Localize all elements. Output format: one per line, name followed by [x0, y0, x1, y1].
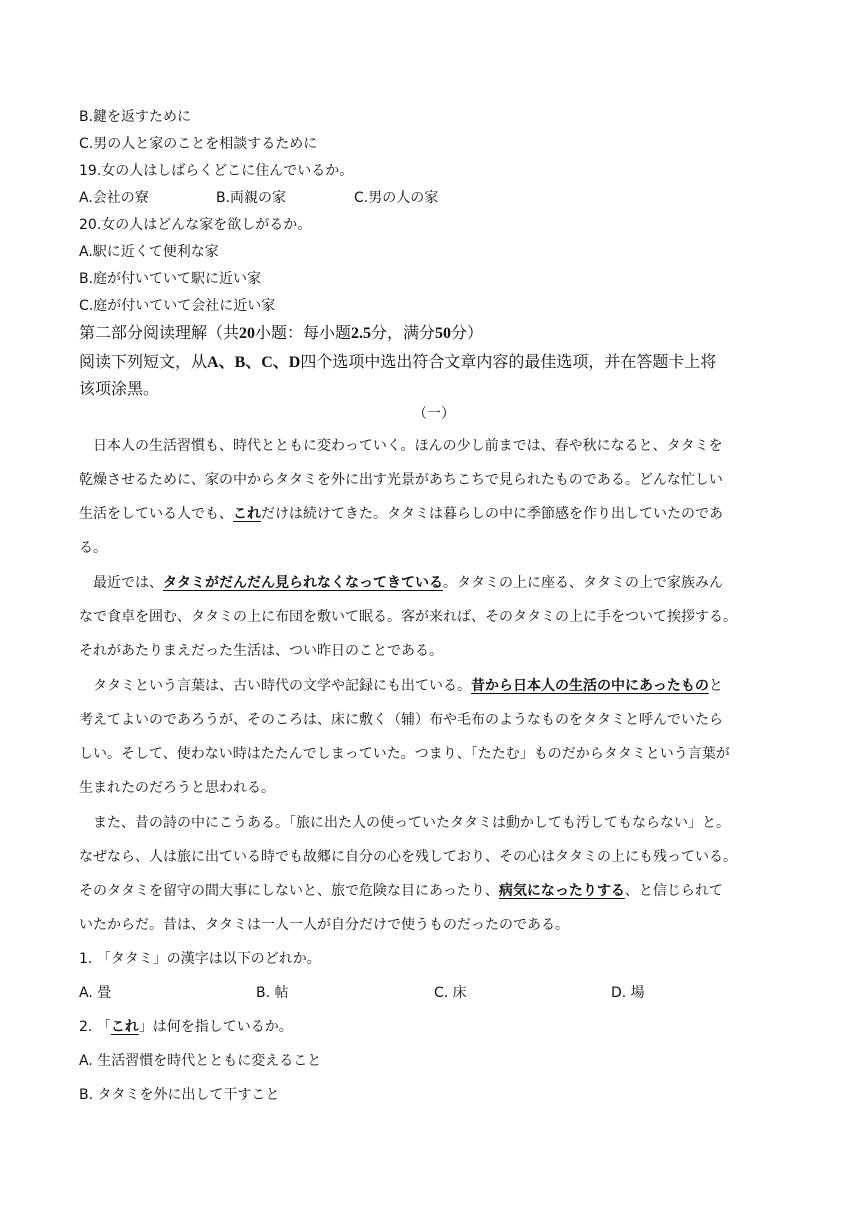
q1-question: 1. 「タタミ」の漢字は以下のどれか。 [79, 951, 321, 967]
q2-option-b: B. タタミを外に出して干すこと [79, 1087, 280, 1103]
q2-question: 2. 「これ」は何を指しているか。 [79, 1019, 293, 1035]
p2-line3: それがあたりまえだった生活は、つい昨日のことである。 [79, 643, 443, 659]
q20-option-a: A.駅に近くて便利な家 [79, 244, 219, 260]
p4-line2: なぜなら、人は旅に出ている時でも故郷に自分の心を残しており、その心はタタミの上にも残っている。 [79, 849, 737, 865]
p4-line4: いたからだ。昔は、タタミは一人一人が自分だけで使うものだったのである。 [79, 917, 569, 933]
q1-option-a: A. 畳 [79, 985, 112, 1001]
underlined-kore-q2: これ [110, 1019, 139, 1035]
p2-line1: 最近では、タタミがだんだん見られなくなってきている。タタミの上に座る、タタミの上で家族みん [79, 575, 723, 591]
q19-option-b: B.両親の家 [216, 190, 287, 206]
p2-line2: なで食卓を囲む、タタミの上に布団を敷いて眠る。客が来れば、そのタタミの上に手をついて挨拶する。 [79, 609, 737, 625]
underlined-get-sick: 病気になったりする [498, 883, 625, 899]
q20-question: 20.女の人はどんな家を欲しがるか。 [79, 217, 312, 233]
underlined-tatami-disappearing: タタミがだんだん見られなくなってきている [163, 575, 443, 591]
q19-option-c: C.男の人の家 [354, 190, 439, 206]
p4-line3: そのタタミを留守の間大事にしないと、旅で危険な目にあったり、病気になったりする、と信じられて [79, 883, 723, 899]
p4-line1: また、昔の詩の中にこうある。「旅に出た人の使っていたタタミは動かしても汚してもならない」と。 [79, 815, 730, 831]
p1-line4: る。 [79, 540, 107, 556]
part2-instruction: 阅读下列短文，从A、B、C、D四个选项中选出符合文章内容的最佳选项，并在答题卡上将 [79, 352, 717, 371]
underlined-kore: これ [233, 506, 261, 522]
q1-option-d: D. 場 [611, 985, 645, 1001]
passage-heading: （一） [413, 406, 455, 422]
p1-line3: 生活をしている人でも、これだけは続けてきた。タタミは暮らしの中に季節感を作り出していたのであ [79, 506, 723, 522]
q1-option-c: C. 床 [434, 985, 467, 1001]
q18-option-b: B.鍵を返すために [79, 109, 192, 125]
q19-option-a: A.会社の寮 [79, 190, 149, 206]
q1-option-b: B. 帖 [256, 985, 289, 1001]
q20-option-c: C.庭が付いていて会社に近い家 [79, 298, 276, 314]
p1-line1: 日本人の生活習慣も、時代とともに変わっていく。ほんの少し前までは、春や秋になると、タタミを [79, 438, 723, 454]
part2-title: 第二部分阅读理解（共20小题：每小题2.5分，满分50分） [79, 323, 484, 342]
p3-line4: 生まれたのだろうと思われる。 [79, 780, 275, 796]
part2-instruction-line2: 该项涂黑。 [79, 379, 160, 398]
q18-option-c: C.男の人と家のことを相談するために [79, 136, 318, 152]
q2-option-a: A. 生活習慣を時代とともに変えること [79, 1053, 322, 1069]
q20-option-b: B.庭が付いていて駅に近い家 [79, 271, 262, 287]
p3-line3: しい。そして、使わない時はたたんでしまっていた。つまり、「たたむ」ものだからタタミという言葉が [79, 746, 730, 762]
p1-line2: 乾燥させるために、家の中からタタミを外に出す光景があちこちで見られたものである。どんな忙しい [79, 472, 723, 488]
p3-line1: タタミという言葉は、古い時代の文学や記録にも出ている。昔から日本人の生活の中にあったものと [79, 678, 723, 694]
q19-question: 19.女の人はしばらくどこに住んでいるか。 [79, 163, 354, 179]
p3-line2: 考えてよいのであろうが、そのころは、床に敷く（辅）布や毛布のようなものをタタミと呼んでいたら [79, 712, 723, 728]
underlined-since-long-ago: 昔から日本人の生活の中にあったもの [471, 678, 709, 694]
